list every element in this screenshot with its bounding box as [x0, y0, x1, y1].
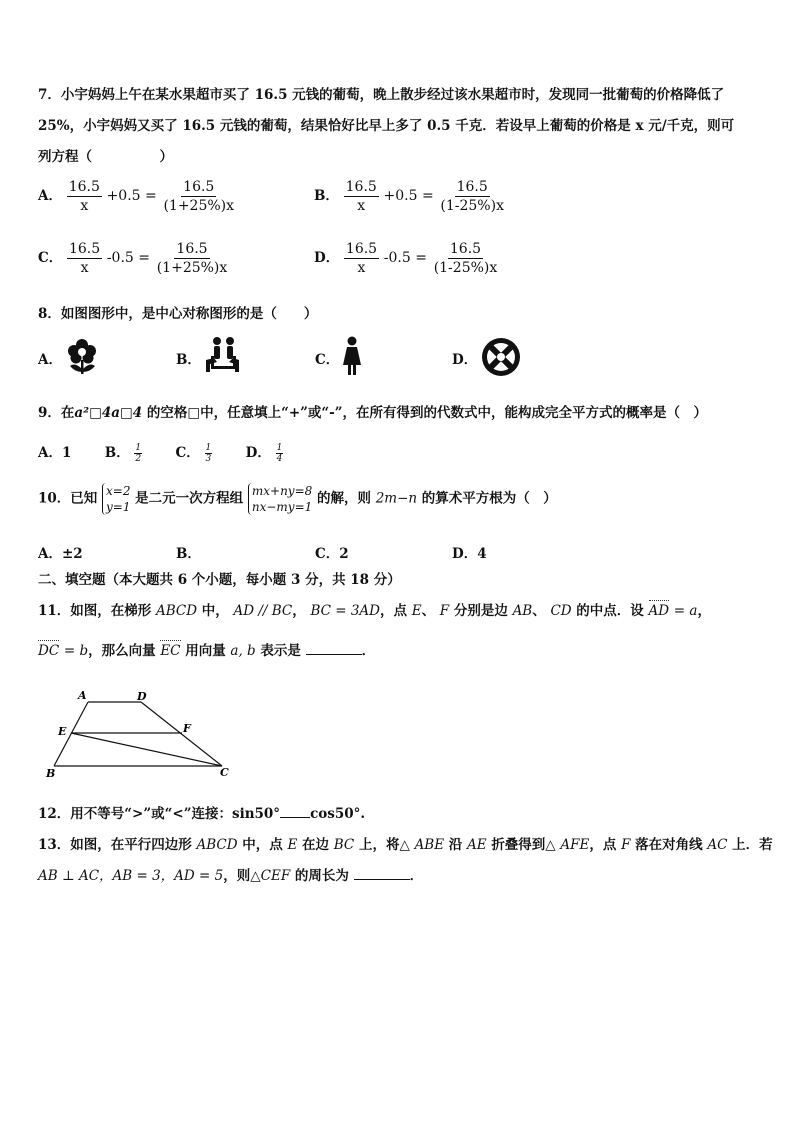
q12-text: [38, 802, 365, 822]
q9-suffix: 的空格□中，任意填上“+”或“-”，在所有得到的代数式中，能构成完全平方式的概率是（ ）: [142, 405, 708, 421]
label-e: E: [58, 725, 67, 738]
operator: +0.5 =: [383, 188, 434, 204]
system-brace: [248, 483, 312, 515]
q10-expression: 2m−n: [375, 490, 418, 507]
text: 沿: [448, 837, 463, 853]
denominator: (1-25%)x: [433, 260, 498, 276]
denominator: 2: [135, 454, 142, 464]
vector: EC: [160, 643, 181, 659]
label-f: F: [183, 722, 191, 735]
fraction: [205, 443, 213, 464]
operator: +0.5 =: [106, 188, 157, 204]
q9-option-d: D．: [245, 445, 271, 461]
q8-option-c-label: C．: [315, 352, 340, 368]
q10-option-d: D．4: [452, 546, 487, 562]
denominator: 4: [276, 454, 283, 464]
math: AB: [512, 603, 533, 619]
text: 折叠得到△: [491, 837, 556, 853]
text: 、: [421, 603, 436, 619]
text: ，: [292, 603, 306, 619]
math: CD: [550, 603, 572, 619]
q8-option-d-label: D．: [452, 352, 478, 368]
numerator: 16.5: [68, 241, 101, 257]
fraction: [438, 178, 506, 215]
text: 落在对角线: [635, 837, 703, 853]
operator: -0.5 =: [106, 250, 151, 266]
numerator: 16.5: [68, 179, 100, 195]
math: = b: [63, 643, 89, 659]
q8-option-a-label: A．: [38, 352, 62, 368]
text: 上，将△: [358, 837, 410, 853]
denominator: x: [357, 260, 366, 276]
fraction: [67, 240, 102, 277]
woman-icon: [340, 336, 364, 376]
text: ，则△: [223, 868, 261, 884]
q7-option-b: [314, 178, 506, 215]
math: AC: [707, 837, 728, 853]
q13-line2: [38, 864, 423, 884]
option-label: B．: [314, 188, 339, 204]
denominator: (1-25%)x: [440, 198, 504, 214]
q11-line2: [38, 639, 375, 659]
q10-option-c: C．2: [315, 546, 349, 562]
q9-options: [38, 441, 283, 464]
q7-line3: 列方程（ ）: [38, 149, 173, 165]
math: AB ⊥ AC: [38, 868, 100, 884]
option-label: A．: [38, 188, 62, 204]
q9-option-a: A．1: [38, 445, 72, 461]
label-c: C: [220, 766, 229, 779]
text: 用向量: [185, 643, 226, 659]
numerator: 1: [135, 443, 142, 453]
option-label: D．: [314, 250, 340, 266]
denominator: x: [357, 198, 366, 214]
flower-icon: [62, 336, 102, 376]
section-heading: 二、填空题（本大题共 6 个小题，每小题 3 分，共 18 分）: [38, 572, 401, 588]
numerator: 1: [276, 443, 283, 453]
text: 12．用不等号“>”或“<”连接：sin50°: [38, 806, 281, 822]
text: 上．若: [732, 837, 773, 853]
q10-suffix2: 的算术平方根为（ ）: [421, 490, 557, 507]
answer-blank[interactable]: [280, 817, 310, 818]
two-people-sitting-icon: [203, 336, 243, 376]
q10-text: [38, 483, 557, 515]
text: 分别是边: [453, 603, 508, 619]
math: E: [411, 603, 422, 619]
q8-option-b-label: B．: [176, 352, 201, 368]
text: 的周长为: [294, 868, 349, 884]
fraction: [155, 240, 230, 277]
text: 在边: [302, 837, 330, 853]
numerator: 16.5: [449, 241, 482, 257]
text: 表示是: [260, 643, 301, 659]
text: 13．如图，在平行四边形: [38, 837, 192, 853]
denominator: (1+25%)x: [156, 260, 228, 276]
q8-text: 8．如图图形中，是中心对称图形的是（ ）: [38, 306, 318, 322]
eq: nx−my=1: [251, 500, 313, 514]
text: cos50°.: [310, 806, 366, 822]
text: 11．如图，在梯形: [38, 603, 152, 619]
fraction: [276, 443, 284, 464]
text: ．: [361, 643, 376, 659]
denominator: 3: [205, 454, 212, 464]
vector: DC: [38, 643, 60, 659]
q10-mid: 是二元一次方程组: [135, 490, 244, 507]
q10-prefix: 10．已知: [38, 490, 98, 507]
math: F: [621, 837, 631, 853]
fraction: [344, 178, 379, 215]
math: F: [439, 603, 450, 619]
text: ，: [697, 603, 711, 619]
fraction: [344, 240, 379, 277]
math: BC = 3AD: [310, 603, 381, 619]
answer-blank[interactable]: [354, 879, 410, 880]
q11-line1: [38, 599, 711, 619]
numerator: 16.5: [183, 179, 215, 195]
fraction: [67, 178, 102, 215]
option-label: C．: [38, 250, 63, 266]
text: ，点: [380, 603, 408, 619]
math: ABCD: [196, 837, 238, 853]
text: 中，点: [242, 837, 283, 853]
label-a: A: [78, 689, 87, 702]
denominator: (1+25%)x: [163, 198, 235, 214]
fraction: [161, 178, 236, 215]
q10-suffix1: 的解，则: [316, 490, 371, 507]
fraction: [432, 240, 500, 277]
text: 的中点．设: [576, 603, 644, 619]
q9-prefix: 9．在: [38, 405, 75, 421]
text: ．: [409, 868, 424, 884]
label-d: D: [137, 690, 147, 703]
operator: -0.5 =: [383, 250, 427, 266]
math: a, b: [230, 643, 256, 659]
text: ，那么向量: [88, 643, 156, 659]
eq: x=2: [106, 484, 131, 498]
trapezoid-figure: [42, 688, 242, 784]
math: ，AB = 3，AD = 5: [99, 868, 224, 884]
eq: mx+ny=8: [251, 484, 313, 498]
text: 、: [532, 603, 546, 619]
q7-line1: 7．小宇妈妈上午在某水果超市买了 16.5 元钱的葡萄，晚上散步经过该水果超市时，发现同一批葡萄的价格降低了: [38, 87, 725, 103]
math: = a: [673, 603, 698, 619]
text: ，点: [589, 837, 617, 853]
numerator: 16.5: [345, 241, 378, 257]
math: ABE: [414, 837, 445, 853]
denominator: x: [80, 260, 89, 276]
math: AE: [467, 837, 487, 853]
q9-option-c: C．: [175, 445, 200, 461]
math: AD // BC: [233, 603, 293, 619]
label-b: B: [46, 767, 56, 780]
denominator: x: [80, 198, 89, 214]
numerator: 16.5: [176, 241, 208, 257]
numerator: 16.5: [456, 179, 488, 195]
numerator: 1: [205, 443, 212, 453]
q7-option-a: [38, 178, 236, 215]
fraction: [134, 443, 142, 464]
solution-brace: [102, 483, 130, 515]
math: AFE: [560, 837, 590, 853]
math: ABCD: [156, 603, 198, 619]
eq: y=1: [106, 500, 131, 514]
q7-option-d: [314, 240, 499, 277]
q7-option-c: [38, 240, 229, 277]
q10-option-a: A．±2: [38, 546, 83, 562]
q9-option-b: B．: [104, 445, 130, 461]
q9-expression: a²□4a□4: [74, 405, 143, 421]
q10-option-b: B．: [176, 546, 201, 562]
q13-line1: [38, 833, 773, 853]
q9-text: [38, 401, 707, 421]
vector: AD: [648, 603, 670, 619]
numerator: 16.5: [345, 179, 377, 195]
math: E: [287, 837, 298, 853]
x-circle-icon: [480, 336, 522, 378]
q7-line2: 25%，小宇妈妈又买了 16.5 元钱的葡萄，结果恰好比早上多了 0.5 千克．若设早上葡萄的价格是 x 元/千克，则可: [38, 118, 735, 134]
answer-blank[interactable]: [306, 654, 362, 655]
math: BC: [333, 837, 355, 853]
text: 中，: [201, 603, 229, 619]
math: CEF: [260, 868, 291, 884]
